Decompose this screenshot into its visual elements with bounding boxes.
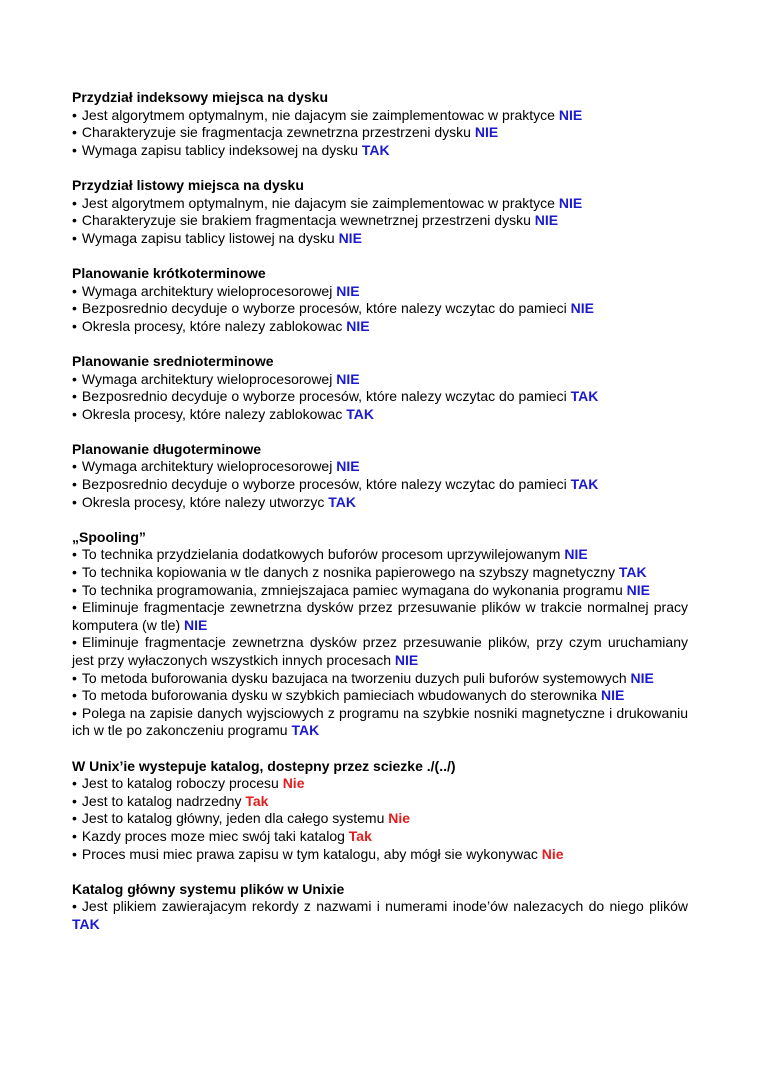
bullet-icon: • xyxy=(72,704,77,721)
answer-label: Nie xyxy=(388,810,411,827)
answer-item xyxy=(72,898,688,933)
question-section xyxy=(72,265,688,335)
bullet-icon: • xyxy=(72,370,77,387)
answer-item xyxy=(72,705,688,740)
answer-label: NIE xyxy=(346,317,370,334)
question-section xyxy=(72,89,688,159)
bullet-icon: • xyxy=(72,317,77,334)
answer-label: Tak xyxy=(245,792,269,809)
item-text: Wymaga architektury wieloprocesorowej xyxy=(81,458,333,475)
bullet-icon: • xyxy=(72,405,77,422)
answer-label: TAK xyxy=(570,388,599,405)
answer-item xyxy=(72,124,688,142)
answer-item xyxy=(72,318,688,336)
answer-label: NIE xyxy=(336,458,360,475)
item-text: Kazdy proces moze miec swój taki katalog xyxy=(81,827,345,844)
question-section xyxy=(72,353,688,423)
answer-item xyxy=(72,793,688,811)
item-text: Jest to katalog nadrzedny xyxy=(81,792,242,809)
answer-label: NIE xyxy=(338,229,362,246)
answer-label: NIE xyxy=(474,124,499,141)
section-title: Planowanie długoterminowe xyxy=(72,440,262,457)
answer-item xyxy=(72,406,688,424)
item-text: Wymaga architektury wieloprocesorowej xyxy=(81,282,333,299)
answer-label: TAK xyxy=(291,722,320,739)
answer-label: NIE xyxy=(558,106,583,123)
answer-item xyxy=(72,107,688,125)
bullet-icon: • xyxy=(72,634,77,651)
item-text: Proces musi miec prawa zapisu w tym katalogu, aby mógł sie wykonywac xyxy=(81,845,538,862)
answer-item xyxy=(72,564,688,582)
answer-label: Tak xyxy=(348,827,372,844)
answer-item xyxy=(72,599,688,634)
bullet-icon: • xyxy=(72,458,77,475)
answer-item xyxy=(72,810,688,828)
item-text: To technika przydzielania dodatkowych buforów procesom uprzywilejowanym xyxy=(81,546,561,563)
answer-label: TAK xyxy=(72,915,100,932)
answer-label: NIE xyxy=(630,669,654,686)
answer-label: Nie xyxy=(282,775,305,792)
item-text: Charakteryzuje sie brakiem fragmentacja wewnetrznej przestrzeni dysku xyxy=(81,212,531,229)
answer-label: NIE xyxy=(558,194,583,211)
answer-label: NIE xyxy=(600,687,625,704)
item-text: To technika programowania, zmniejszajaca pamiec wymagana do wykonania programu xyxy=(81,581,623,598)
answer-item xyxy=(72,283,688,301)
item-text: To technika kopiowania w tle danych z nosnika papierowego na szybszy magnetyczny xyxy=(81,564,615,581)
item-text: Bezposrednio decyduje o wyborze procesów, które nalezy wczytac do pamieci xyxy=(81,476,567,493)
item-text: Charakteryzuje sie fragmentacja zewnetrzna przestrzeni dysku xyxy=(81,124,471,141)
item-text: Okresla procesy, które nalezy zablokowac xyxy=(81,405,343,422)
item-text: Eliminuje fragmentacje zewnetrzna dysków przez przesuwanie plików, przy czym uruchamiany jest przy wyłaczonych wszystkich innych procesach xyxy=(72,634,688,668)
answer-item xyxy=(72,546,688,564)
answer-item xyxy=(72,195,688,213)
item-text: Okresla procesy, które nalezy utworzyc xyxy=(81,493,325,510)
item-text: Wymaga zapisu tablicy indeksowej na dysku xyxy=(81,141,359,158)
item-text: Wymaga architektury wieloprocesorowej xyxy=(81,370,333,387)
answer-item xyxy=(72,300,688,318)
answer-item xyxy=(72,142,688,160)
answer-label: NIE xyxy=(184,616,208,633)
bullet-icon: • xyxy=(72,124,77,141)
answer-label: NIE xyxy=(626,581,650,598)
bullet-icon: • xyxy=(72,581,77,598)
item-text: Bezposrednio decyduje o wyborze procesów, które nalezy wczytac do pamieci xyxy=(81,300,567,317)
item-text: Jest to katalog roboczy procesu xyxy=(81,775,279,792)
answer-item xyxy=(72,687,688,705)
bullet-icon: • xyxy=(72,775,77,792)
question-section xyxy=(72,529,688,740)
bullet-icon: • xyxy=(72,229,77,246)
bullet-icon: • xyxy=(72,898,77,915)
answer-label: NIE xyxy=(534,212,559,229)
bullet-icon: • xyxy=(72,810,77,827)
bullet-icon: • xyxy=(72,282,77,299)
answer-label: TAK xyxy=(361,141,390,158)
item-text: Okresla procesy, które nalezy zablokowac xyxy=(81,317,343,334)
answer-item xyxy=(72,846,688,864)
item-text: Jest plikiem zawierajacym rekordy z nazwami i numerami inode’ów nalezacych do niego plików xyxy=(81,898,688,915)
answer-label: TAK xyxy=(346,405,374,422)
answer-item xyxy=(72,634,688,669)
question-section xyxy=(72,758,688,864)
answer-label: TAK xyxy=(618,564,647,581)
bullet-icon: • xyxy=(72,669,77,686)
bullet-icon: • xyxy=(72,546,77,563)
answer-item xyxy=(72,458,688,476)
answer-item xyxy=(72,476,688,494)
item-text: Jest algorytmem optymalnym, nie dajacym sie zaimplementowac w praktyce xyxy=(81,194,555,211)
section-title: Przydział listowy miejsca na dysku xyxy=(72,176,304,193)
section-title: Przydział indeksowy miejsca na dysku xyxy=(72,89,328,105)
item-text: To metoda buforowania dysku bazujaca na tworzeniu duzych puli buforów systemowych xyxy=(81,669,627,686)
bullet-icon: • xyxy=(72,687,77,704)
bullet-icon: • xyxy=(72,194,77,211)
bullet-icon: • xyxy=(72,827,77,844)
answer-label: NIE xyxy=(336,370,360,387)
section-title: „Spooling” xyxy=(72,528,146,545)
answer-item xyxy=(72,388,688,406)
answer-label: TAK xyxy=(328,493,357,510)
item-text: Jest to katalog główny, jeden dla całego systemu xyxy=(81,810,385,827)
question-section xyxy=(72,177,688,247)
question-section xyxy=(72,441,688,511)
answer-item xyxy=(72,828,688,846)
bullet-icon: • xyxy=(72,564,77,581)
answer-label: NIE xyxy=(336,282,360,299)
item-text: Polega na zapisie danych wyjsciowych z programu na szybkie nosniki magnetyczne i drukowaniu ich w tle po zakonczeniu programu xyxy=(72,704,688,739)
answer-item xyxy=(72,494,688,512)
bullet-icon: • xyxy=(72,300,77,317)
answer-label: NIE xyxy=(570,300,594,317)
item-text: Bezposrednio decyduje o wyborze procesów, które nalezy wczytac do pamieci xyxy=(81,388,567,405)
document-body xyxy=(72,89,688,951)
answer-item xyxy=(72,212,688,230)
section-title: W Unix’ie wystepuje katalog, dostepny przez sciezke ./(../) xyxy=(72,757,456,774)
bullet-icon: • xyxy=(72,388,77,405)
question-section xyxy=(72,881,688,934)
bullet-icon: • xyxy=(72,493,77,510)
bullet-icon: • xyxy=(72,141,77,158)
bullet-icon: • xyxy=(72,792,77,809)
answer-label: NIE xyxy=(394,652,419,668)
item-text: To metoda buforowania dysku w szybkich pamieciach wbudowanych do sterownika xyxy=(81,687,598,704)
section-title: Katalog główny systemu plików w Unixie xyxy=(72,880,345,897)
answer-item xyxy=(72,670,688,688)
bullet-icon: • xyxy=(72,476,77,493)
bullet-icon: • xyxy=(72,106,77,123)
answer-item xyxy=(72,775,688,793)
section-title: Planowanie srednioterminowe xyxy=(72,352,274,369)
item-text: Jest algorytmem optymalnym, nie dajacym sie zaimplementowac w praktyce xyxy=(81,106,555,123)
answer-label: TAK xyxy=(570,476,599,493)
answer-item xyxy=(72,371,688,389)
answer-item xyxy=(72,230,688,248)
answer-item xyxy=(72,582,688,600)
bullet-icon: • xyxy=(72,599,77,616)
answer-label: Nie xyxy=(541,845,564,862)
item-text: Eliminuje fragmentacje zewnetrzna dysków przez przesuwanie plików w trakcie normalnej pracy komputera (w tle) xyxy=(72,599,688,633)
item-text: Wymaga zapisu tablicy listowej na dysku xyxy=(81,229,335,246)
bullet-icon: • xyxy=(72,212,77,229)
answer-label: NIE xyxy=(564,546,588,563)
bullet-icon: • xyxy=(72,845,77,862)
section-title: Planowanie krótkoterminowe xyxy=(72,264,266,281)
